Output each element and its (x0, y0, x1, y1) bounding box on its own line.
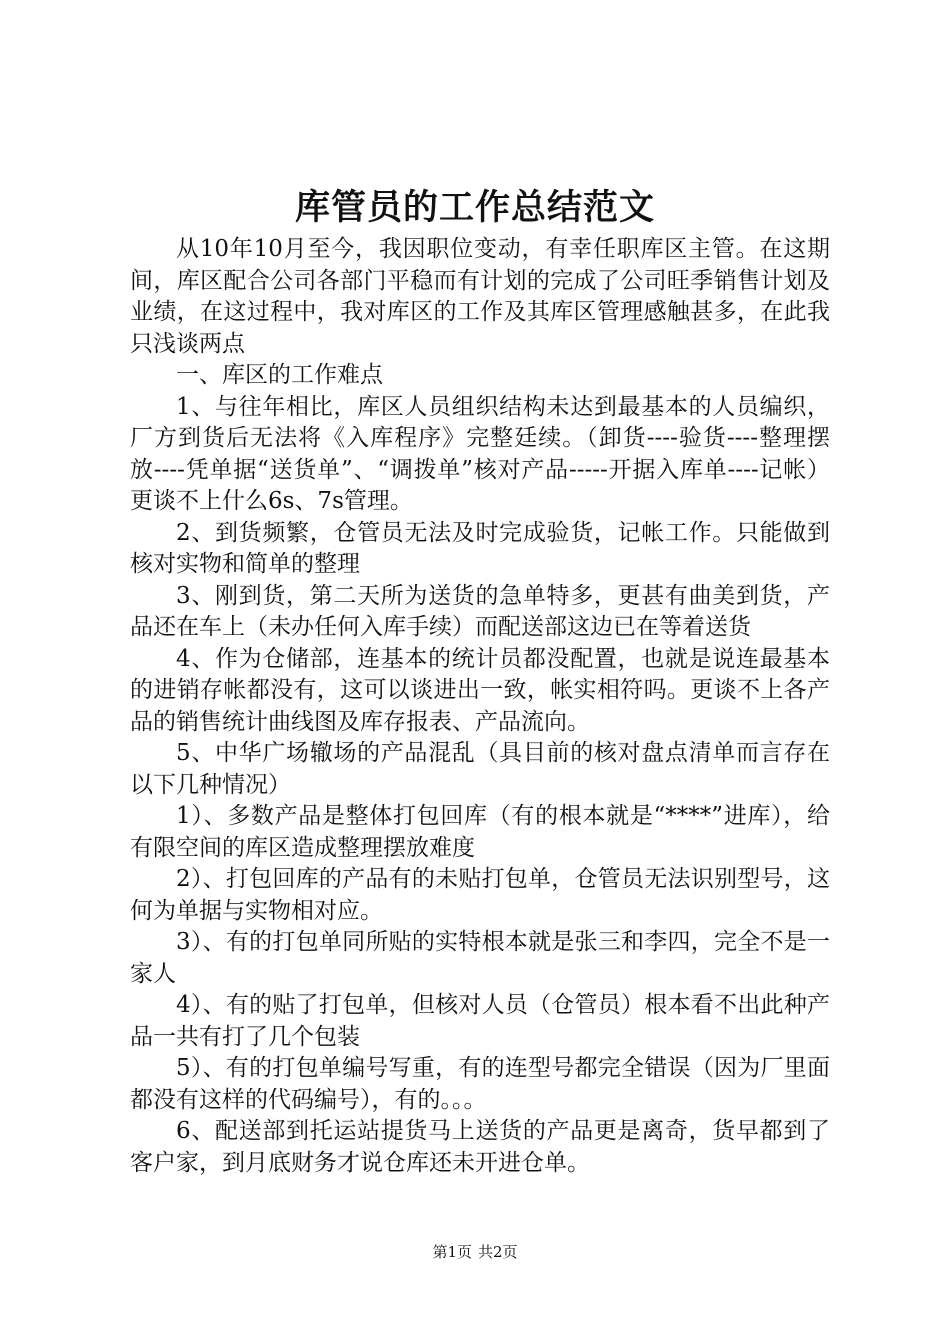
paragraph-item-6: 6、配送部到托运站提货马上送货的产品更是离奇，货早都到了客户家，到月底财务才说仓库还未开进仓单。 (130, 1118, 830, 1176)
document-title: 库管员的工作总结范文 (294, 187, 655, 228)
document-body (130, 234, 830, 1179)
paragraph-item-2: 2、到货频繁，仓管员无法及时完成验货，记帐工作。只能做到核对实物和简单的整理 (130, 519, 830, 577)
paragraph-subitem-2: 2）、打包回库的产品有的未贴打包单，仓管员无法识别型号，这何为单据与实物相对应。 (130, 866, 830, 924)
paragraph-item-4: 4、作为仓储部，连基本的统计员都没配置，也就是说连最基本的进销存帐都没有，这可以谈进出一致，帐实相符吗。更谈不上各产品的销售统计曲线图及库存报表、产品流向。 (130, 645, 830, 735)
paragraph-subitem-1: 1）、多数产品是整体打包回库（有的根本就是“****”进库），给有限空间的库区造成整理摆放难度 (130, 803, 830, 861)
paragraph-intro: 从10年10月至今，我因职位变动，有幸任职库区主管。在这期间，库区配合公司各部门平稳而有计划的完成了公司旺季销售计划及业绩，在这过程中，我对库区的工作及其库区管理感触甚多，在此我只浅谈两点 (130, 236, 830, 357)
page-total: 共2页 (478, 1243, 518, 1261)
section-heading: 一、库区的工作难点 (176, 362, 383, 388)
paragraph-item-1: 1、与往年相比，库区人员组织结构未达到最基本的人员编织，厂方到货后无法将《入库程序》完整廷续。（卸货----验货----整理摆放----凭单据“送货单”、“调拨单”核对产品-----开据入库单----记帐）更谈不上什么6s、7s管理。 (130, 393, 830, 514)
paragraph-subitem-5: 5）、有的打包单编号写重，有的连型号都完全错误（因为厂里面都没有这样的代码编号），有的。。。 (130, 1055, 830, 1113)
paragraph-item-5: 5、中华广场辙场的产品混乱（具目前的核对盘点清单而言存在以下几种情况） (130, 740, 830, 798)
paragraph-subitem-4: 4）、有的贴了打包单，但核对人员（仓管员）根本看不出此种产品一共有打了几个包装 (130, 992, 830, 1050)
page-number: 第1页 (432, 1243, 472, 1261)
paragraph-subitem-3: 3）、有的打包单同所贴的实特根本就是张三和李四，完全不是一家人 (130, 929, 830, 987)
paragraph-item-3: 3、刚到货，第二天所为送货的急单特多，更甚有曲美到货，产品还在车上（未办任何入库手续）而配送部这边已在等着送货 (130, 582, 830, 640)
page-footer (0, 1242, 950, 1262)
